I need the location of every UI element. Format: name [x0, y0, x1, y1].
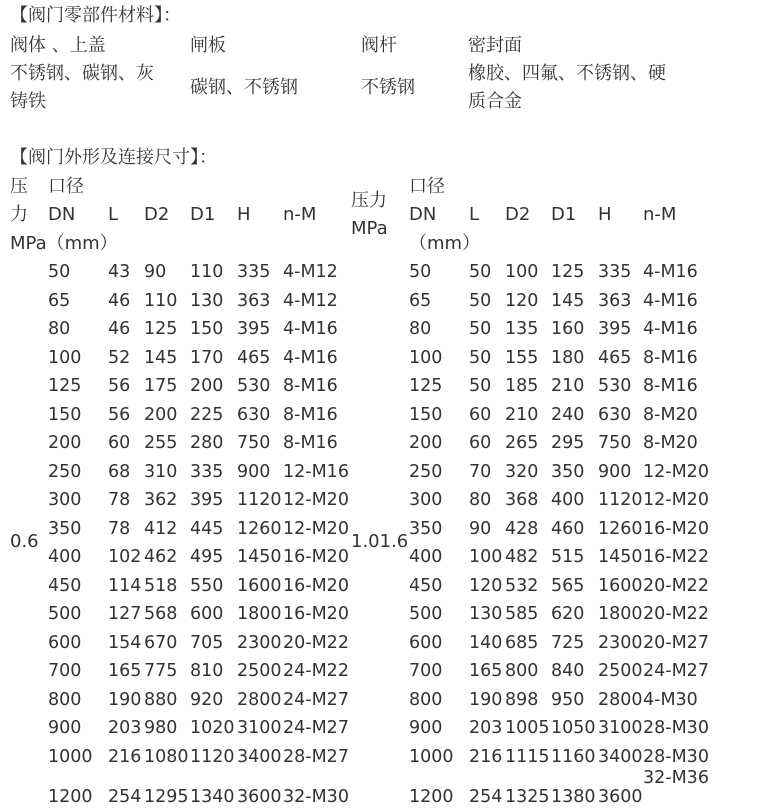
- right-table-cell: 350: [551, 462, 585, 482]
- right-table-cell: 130: [469, 604, 503, 624]
- right-table-cell: 200: [409, 433, 443, 453]
- right-table-cell: 400: [409, 547, 443, 567]
- right-table-cell: 190: [469, 690, 503, 710]
- left-table-cell: 1260: [237, 519, 282, 539]
- left-table-cell: 310: [144, 462, 178, 482]
- left-table-cell: 8-M16: [283, 405, 338, 425]
- right-table-cell: 395: [598, 319, 632, 339]
- right-table-cell: 750: [598, 433, 632, 453]
- right-table-cell: 950: [551, 690, 585, 710]
- left-table-cell: 225: [190, 405, 224, 425]
- right-table-cell: 20-M22: [643, 576, 709, 596]
- left-table-cell: 16-M20: [283, 576, 349, 596]
- right-table-cell: 28-M30: [643, 718, 709, 738]
- gate-material: 碳钢、不锈钢: [190, 77, 298, 98]
- left-table-cell: 150: [48, 405, 82, 425]
- right-table-cell: 125: [551, 262, 585, 282]
- right-table-cell: 240: [551, 405, 585, 425]
- right-header-mm: （mm）: [409, 233, 481, 254]
- left-table-cell: 154: [108, 633, 142, 653]
- left-table-cell: 2500: [237, 661, 282, 681]
- right-table-cell: 254: [469, 787, 503, 807]
- left-table-cell: 32-M30: [283, 787, 349, 807]
- left-table-cell: 495: [190, 547, 224, 567]
- left-table-cell: 80: [48, 319, 71, 339]
- left-table-cell: 445: [190, 519, 224, 539]
- left-table-cell: 100: [48, 348, 82, 368]
- right-table-cell: 65: [409, 291, 432, 311]
- right-table-cell: 50: [409, 262, 432, 282]
- right-table-cell: 700: [409, 661, 443, 681]
- left-table-cell: 705: [190, 633, 224, 653]
- left-table-cell: 880: [144, 690, 178, 710]
- right-table-cell: 1450: [598, 547, 643, 567]
- left-pressure-value: 0.6: [10, 531, 39, 552]
- left-table-cell: 1120: [237, 490, 282, 510]
- right-table-cell: 155: [505, 348, 539, 368]
- left-table-cell: 1000: [48, 747, 93, 767]
- right-table-cell: 465: [598, 348, 632, 368]
- right-table-cell: 900: [598, 462, 632, 482]
- right-table-cell: 320: [505, 462, 539, 482]
- right-table-cell: 2800: [598, 690, 643, 710]
- right-table-cell: 70: [469, 462, 492, 482]
- right-table-cell: 60: [469, 433, 492, 453]
- right-table-cell: 8-M16: [643, 348, 698, 368]
- right-table-cell: 4-M30: [643, 690, 698, 710]
- right-header-caliber: 口径: [409, 176, 445, 197]
- right-table-cell: 1380: [551, 787, 596, 807]
- left-table-cell: 350: [48, 519, 82, 539]
- right-table-cell: 16-M22: [643, 547, 709, 567]
- left-table-cell: 3100: [237, 718, 282, 738]
- left-table-cell: 775: [144, 661, 178, 681]
- right-table-cell: 165: [469, 661, 503, 681]
- right-table-cell: 515: [551, 547, 585, 567]
- right-table-cell: 800: [409, 690, 443, 710]
- left-table-cell: 78: [108, 490, 131, 510]
- right-table-cell: 1160: [551, 747, 596, 767]
- left-table-cell: 60: [108, 433, 131, 453]
- left-table-cell: 65: [48, 291, 71, 311]
- parts-header-stem: 阀杆: [361, 35, 397, 56]
- left-table-cell: 4-M16: [283, 319, 338, 339]
- left-table-cell: 920: [190, 690, 224, 710]
- left-table-cell: 900: [237, 462, 271, 482]
- left-table-cell: 465: [237, 348, 271, 368]
- right-table-cell: 210: [505, 405, 539, 425]
- left-table-cell: 200: [144, 405, 178, 425]
- left-table-cell: 412: [144, 519, 178, 539]
- right-table-cell: 265: [505, 433, 539, 453]
- left-header-l: L: [108, 204, 119, 225]
- right-table-cell: 28-M30: [643, 747, 709, 767]
- left-table-cell: 300: [48, 490, 82, 510]
- left-table-cell: 125: [48, 376, 82, 396]
- right-table-cell: 900: [409, 718, 443, 738]
- left-table-cell: 150: [190, 319, 224, 339]
- left-header-pressure-1: 压: [10, 176, 28, 197]
- left-table-cell: 46: [108, 291, 131, 311]
- left-table-cell: 1080: [144, 747, 189, 767]
- left-table-cell: 2800: [237, 690, 282, 710]
- right-header-l: L: [469, 204, 480, 225]
- right-table-cell: 90: [469, 519, 492, 539]
- right-table-cell: 4-M16: [643, 262, 698, 282]
- left-table-cell: 810: [190, 661, 224, 681]
- right-table-cell: 585: [505, 604, 539, 624]
- left-table-cell: 280: [190, 433, 224, 453]
- left-table-cell: 68: [108, 462, 131, 482]
- left-table-cell: 8-M16: [283, 433, 338, 453]
- left-table-cell: 203: [108, 718, 142, 738]
- left-table-cell: 28-M27: [283, 747, 349, 767]
- right-header-mpa: MPa: [351, 218, 388, 239]
- right-table-cell: 20-M22: [643, 604, 709, 624]
- right-table-cell: 135: [505, 319, 539, 339]
- right-table-cell: 125: [409, 376, 443, 396]
- right-table-cell: 800: [505, 661, 539, 681]
- left-table-cell: 50: [48, 262, 71, 282]
- right-table-cell: 482: [505, 547, 539, 567]
- right-table-cell: 140: [469, 633, 503, 653]
- stem-material: 不锈钢: [361, 77, 415, 98]
- right-table-cell: 1800: [598, 604, 643, 624]
- left-table-cell: 3400: [237, 747, 282, 767]
- left-table-cell: 175: [144, 376, 178, 396]
- right-table-cell: 460: [551, 519, 585, 539]
- left-table-cell: 335: [237, 262, 271, 282]
- left-table-cell: 4-M12: [283, 291, 338, 311]
- left-table-cell: 450: [48, 576, 82, 596]
- parts-header-gate: 闸板: [190, 35, 226, 56]
- right-header-d2: D2: [505, 204, 531, 225]
- left-table-cell: 1120: [190, 747, 235, 767]
- left-table-cell: 362: [144, 490, 178, 510]
- right-table-cell: 1000: [409, 747, 454, 767]
- left-table-cell: 254: [108, 787, 142, 807]
- left-table-cell: 568: [144, 604, 178, 624]
- left-table-cell: 900: [48, 718, 82, 738]
- left-table-cell: 8-M16: [283, 376, 338, 396]
- left-table-cell: 20-M22: [283, 633, 349, 653]
- right-table-cell: 1200: [409, 787, 454, 807]
- left-table-cell: 1340: [190, 787, 235, 807]
- left-table-cell: 1020: [190, 718, 235, 738]
- left-table-cell: 500: [48, 604, 82, 624]
- left-table-cell: 335: [190, 462, 224, 482]
- left-table-cell: 462: [144, 547, 178, 567]
- left-table-cell: 400: [48, 547, 82, 567]
- right-table-cell: 350: [409, 519, 443, 539]
- right-table-cell: 3400: [598, 747, 643, 767]
- right-table-cell: 530: [598, 376, 632, 396]
- right-table-cell: 185: [505, 376, 539, 396]
- right-table-cell: 1600: [598, 576, 643, 596]
- parts-header-body: 阀体 、上盖: [10, 35, 106, 56]
- left-header-mpa-mm: MPa（mm）: [10, 233, 118, 254]
- left-table-cell: 114: [108, 576, 142, 596]
- right-table-cell: 80: [409, 319, 432, 339]
- right-table-cell: 216: [469, 747, 503, 767]
- left-table-cell: 12-M16: [283, 462, 349, 482]
- left-table-cell: 170: [190, 348, 224, 368]
- right-table-cell: 120: [469, 576, 503, 596]
- left-table-cell: 90: [144, 262, 167, 282]
- body-material-line1: 不锈钢、碳钢、灰: [10, 63, 154, 84]
- left-table-cell: 78: [108, 519, 131, 539]
- right-table-cell: 3600: [598, 787, 643, 807]
- left-table-cell: 46: [108, 319, 131, 339]
- seal-material-line1: 橡胶、四氟、不锈钢、硬: [468, 63, 666, 84]
- right-table-cell: 210: [551, 376, 585, 396]
- left-table-cell: 24-M27: [283, 718, 349, 738]
- right-table-cell: 335: [598, 262, 632, 282]
- left-table-cell: 630: [237, 405, 271, 425]
- right-table-cell: 620: [551, 604, 585, 624]
- left-table-cell: 1600: [237, 576, 282, 596]
- left-table-cell: 200: [48, 433, 82, 453]
- parts-section-title: 【阀门零部件材料】：: [10, 5, 181, 26]
- left-table-cell: 130: [190, 291, 224, 311]
- right-table-cell: 8-M20: [643, 433, 698, 453]
- left-table-cell: 16-M20: [283, 604, 349, 624]
- right-table-cell: 2500: [598, 661, 643, 681]
- right-table-cell: 898: [505, 690, 539, 710]
- left-table-cell: 12-M20: [283, 490, 349, 510]
- right-table-cell: 50: [469, 348, 492, 368]
- right-table-cell: 60: [469, 405, 492, 425]
- left-table-cell: 43: [108, 262, 131, 282]
- right-table-cell: 50: [469, 376, 492, 396]
- left-table-cell: 530: [237, 376, 271, 396]
- left-header-h: H: [237, 204, 251, 225]
- left-table-cell: 1200: [48, 787, 93, 807]
- right-header-nm: n-M: [643, 204, 677, 225]
- left-table-cell: 4-M12: [283, 262, 338, 282]
- left-header-nm: n-M: [283, 204, 317, 225]
- left-table-cell: 800: [48, 690, 82, 710]
- right-table-cell: 12-M20: [643, 462, 709, 482]
- right-table-cell: 2300: [598, 633, 643, 653]
- right-pressure-value: 1.01.6: [351, 531, 409, 552]
- left-table-cell: 980: [144, 718, 178, 738]
- right-table-cell: 100: [469, 547, 503, 567]
- right-table-cell: 368: [505, 490, 539, 510]
- left-table-cell: 125: [144, 319, 178, 339]
- dims-section-title: 【阀门外形及连接尺寸】：: [10, 147, 217, 168]
- right-table-cell: 8-M16: [643, 376, 698, 396]
- right-table-cell: 4-M16: [643, 291, 698, 311]
- left-table-cell: 12-M20: [283, 519, 349, 539]
- right-header-dn: DN: [409, 204, 437, 225]
- right-table-cell: 120: [505, 291, 539, 311]
- right-table-cell: 16-M20: [643, 519, 709, 539]
- left-table-cell: 3600: [237, 787, 282, 807]
- left-table-cell: 110: [144, 291, 178, 311]
- right-table-cell: 8-M20: [643, 405, 698, 425]
- right-table-cell: 685: [505, 633, 539, 653]
- right-table-cell: 1325: [505, 787, 550, 807]
- left-table-cell: 190: [108, 690, 142, 710]
- left-header-d2: D2: [144, 204, 170, 225]
- left-header-d1: D1: [190, 204, 216, 225]
- left-table-cell: 550: [190, 576, 224, 596]
- left-table-cell: 395: [190, 490, 224, 510]
- left-table-cell: 2300: [237, 633, 282, 653]
- body-material-line2: 铸铁: [10, 91, 46, 112]
- right-table-cell: 565: [551, 576, 585, 596]
- left-table-cell: 127: [108, 604, 142, 624]
- left-header-dn: DN: [48, 204, 76, 225]
- left-header-caliber: 口径: [48, 176, 84, 197]
- left-table-cell: 1450: [237, 547, 282, 567]
- left-table-cell: 145: [144, 348, 178, 368]
- right-header-pressure: 压力: [351, 190, 387, 211]
- right-table-cell: 600: [409, 633, 443, 653]
- left-table-cell: 102: [108, 547, 142, 567]
- right-table-cell: 100: [409, 348, 443, 368]
- right-header-d1: D1: [551, 204, 577, 225]
- left-table-cell: 216: [108, 747, 142, 767]
- right-table-cell: 295: [551, 433, 585, 453]
- right-table-cell: 450: [409, 576, 443, 596]
- right-table-cell: 1005: [505, 718, 550, 738]
- right-table-cell: 532: [505, 576, 539, 596]
- parts-header-seal: 密封面: [468, 35, 522, 56]
- seal-material-line2: 质合金: [468, 91, 522, 112]
- left-table-cell: 600: [48, 633, 82, 653]
- right-table-cell: 32-M36: [643, 768, 709, 788]
- left-table-cell: 4-M16: [283, 348, 338, 368]
- right-table-cell: 725: [551, 633, 585, 653]
- right-table-cell: 160: [551, 319, 585, 339]
- left-table-cell: 750: [237, 433, 271, 453]
- right-table-cell: 100: [505, 262, 539, 282]
- right-table-cell: 24-M27: [643, 661, 709, 681]
- right-table-cell: 400: [551, 490, 585, 510]
- left-table-cell: 165: [108, 661, 142, 681]
- left-table-cell: 363: [237, 291, 271, 311]
- right-table-cell: 180: [551, 348, 585, 368]
- right-table-cell: 630: [598, 405, 632, 425]
- right-table-cell: 203: [469, 718, 503, 738]
- right-table-cell: 1120: [598, 490, 643, 510]
- right-table-cell: 840: [551, 661, 585, 681]
- right-table-cell: 150: [409, 405, 443, 425]
- right-table-cell: 3100: [598, 718, 643, 738]
- left-table-cell: 700: [48, 661, 82, 681]
- left-table-cell: 56: [108, 405, 131, 425]
- left-table-cell: 110: [190, 262, 224, 282]
- left-table-cell: 200: [190, 376, 224, 396]
- right-table-cell: 80: [469, 490, 492, 510]
- left-table-cell: 16-M20: [283, 547, 349, 567]
- right-table-cell: 50: [469, 262, 492, 282]
- right-table-cell: 12-M20: [643, 490, 709, 510]
- right-table-cell: 50: [469, 319, 492, 339]
- right-table-cell: 500: [409, 604, 443, 624]
- right-table-cell: 4-M16: [643, 319, 698, 339]
- left-table-cell: 250: [48, 462, 82, 482]
- left-table-cell: 600: [190, 604, 224, 624]
- right-table-cell: 363: [598, 291, 632, 311]
- right-table-cell: 1050: [551, 718, 596, 738]
- left-table-cell: 518: [144, 576, 178, 596]
- right-table-cell: 50: [469, 291, 492, 311]
- right-table-cell: 300: [409, 490, 443, 510]
- left-table-cell: 395: [237, 319, 271, 339]
- right-header-h: H: [598, 204, 612, 225]
- left-table-cell: 24-M22: [283, 661, 349, 681]
- left-table-cell: 52: [108, 348, 131, 368]
- left-table-cell: 255: [144, 433, 178, 453]
- right-table-cell: 1260: [598, 519, 643, 539]
- right-table-cell: 145: [551, 291, 585, 311]
- left-table-cell: 24-M27: [283, 690, 349, 710]
- left-header-pressure-2: 力: [10, 204, 28, 225]
- left-table-cell: 1295: [144, 787, 189, 807]
- right-table-cell: 428: [505, 519, 539, 539]
- left-table-cell: 1800: [237, 604, 282, 624]
- left-table-cell: 670: [144, 633, 178, 653]
- right-table-cell: 20-M27: [643, 633, 709, 653]
- right-table-cell: 1115: [505, 747, 550, 767]
- left-table-cell: 56: [108, 376, 131, 396]
- right-table-cell: 250: [409, 462, 443, 482]
